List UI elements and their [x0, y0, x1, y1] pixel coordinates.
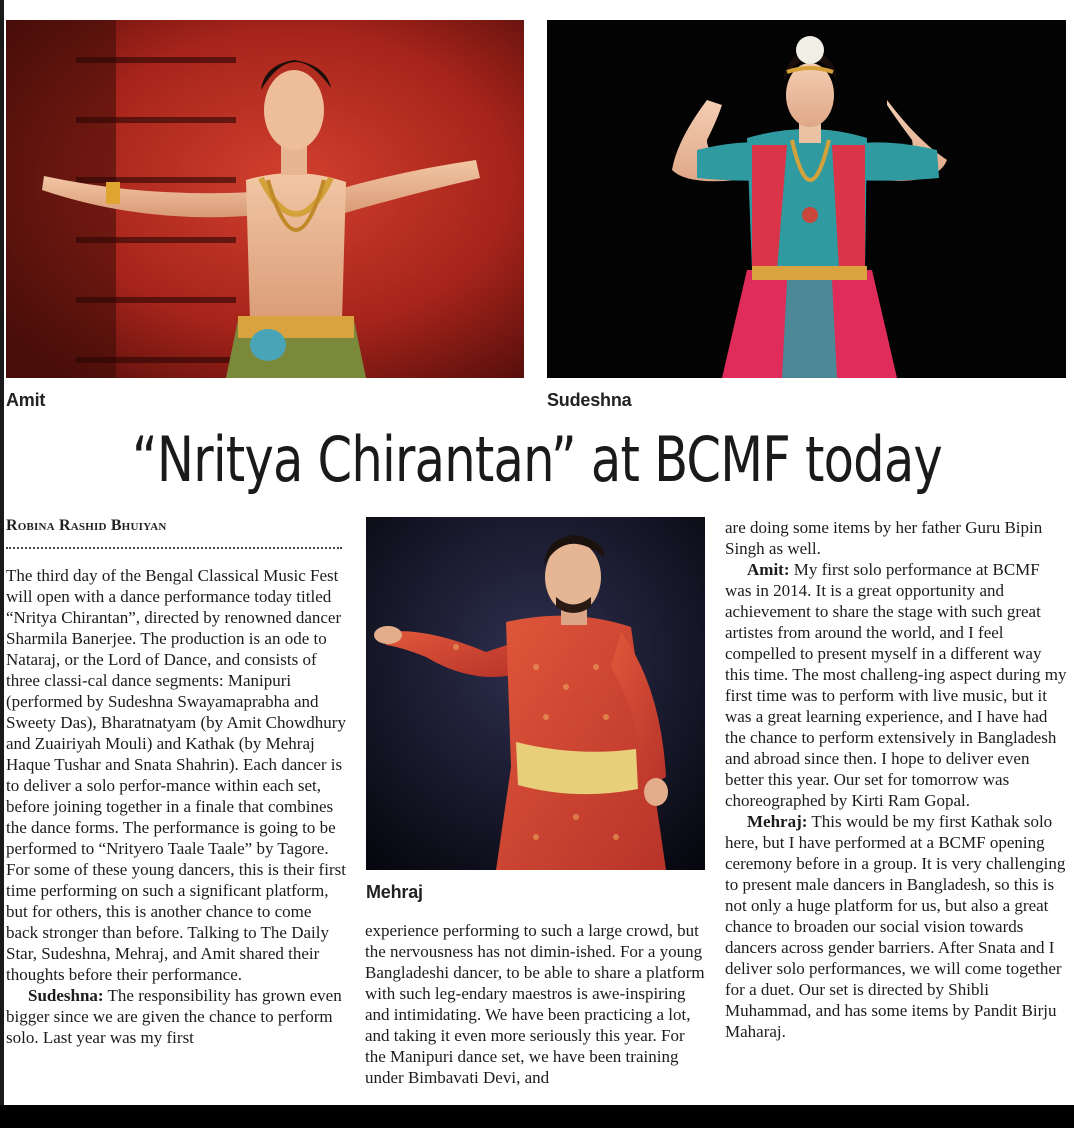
- photo-mehraj: [366, 517, 705, 870]
- paragraph-sudeshna-end: are doing some items by her father Guru Bipin Singh as well.: [725, 518, 1043, 558]
- paragraph-mehraj: [725, 811, 1067, 1042]
- speaker-sudeshna: Sudeshna:: [28, 986, 104, 1005]
- article-column-2: [365, 920, 705, 1088]
- paragraph-amit: [725, 559, 1067, 811]
- quote-mehraj: This would be my first Kathak solo here, but I have performed at a BCMF opening ceremony before in a group. It is very challenging to present male dancers in Bangladesh, so this is not only a huge platform for us, but also a great chance to broaden our social vision towards dancers across gender barriers. After Snata and I deliver solo performances, we will come together for a duet. Our set is directed by Shibli Muhammad, and has some items by Pandit Birju Maharaj.: [725, 812, 1066, 1041]
- caption-mehraj: Mehraj: [366, 882, 423, 902]
- quote-sudeshna: The responsibility has grown even bigger since we are given the chance to perform solo. Last year was my first: [6, 986, 342, 1047]
- photo-sudeshna: [547, 20, 1066, 378]
- article-column-3: [725, 517, 1067, 1042]
- bottom-bar: [0, 1105, 1074, 1128]
- paragraph-sudeshna: [6, 985, 346, 1048]
- speaker-amit: Amit:: [747, 560, 790, 579]
- paragraph-sudeshna-continued: experience performing to such a large crowd, but the nervousness has not dimin-ished. For a young Bangladeshi dancer, to be able to share a platform with such leg-endary maestros is awe-inspiring and intimidating. We have been practicing a lot, and taking it even more seriously this year. For the Manipuri dance set, we have been training under Bimbavati Devi, and: [365, 921, 705, 1087]
- speaker-mehraj: Mehraj:: [747, 812, 808, 831]
- quote-amit: My first solo performance at BCMF was in 2014. It is a great opportunity and achievement to share the stage with such great artistes from around the world, and I feel compelled to present myself in a different way this time. The most challeng-ing aspect during my first time was to perform with live music, but it was a great learning experience, and I have had the chance to perform extensively in Bangladesh and abroad since then. I hope to deliver even better this year. Our set for tomorrow was choreographed by Kirti Ram Gopal.: [725, 560, 1067, 810]
- byline: Robina Rashid Bhuiyan: [6, 517, 167, 534]
- photo-amit: [6, 20, 524, 378]
- caption-sudeshna: Sudeshna: [547, 390, 632, 410]
- page-edge-shadow: [0, 0, 4, 1105]
- byline-divider: [6, 547, 342, 549]
- headline: “Nritya Chirantan” at BCMF today: [132, 423, 942, 496]
- paragraph-intro: The third day of the Bengal Classical Music Fest will open with a dance performance today titled “Nritya Chirantan”, directed by renowned dancer Sharmila Banerjee. The production is an ode to Nataraj, or the Lord of Dance, and consists of three classi-cal dance segments: Manipuri (performed by Sudeshna Swayamaprabha and Sweety Das), Bharatnatyam (by Amit Chowdhury and Zuairiyah Mouli) and Kathak (by Mehraj Haque Tushar and Snata Shahrin). Each dancer is to deliver a solo perfor-mance within each set, before joining together in a finale that combines the dance forms. The performance is going to be performed to “Nrityero Taale Taale” by Tagore. For some of these young dancers, this is their first time performing on such a significant platform, but for others, this is another chance to come back stronger than before. Talking to The Daily Star, Sudeshna, Mehraj, and Amit shared their thoughts before their performance.: [6, 566, 346, 984]
- caption-amit: Amit: [6, 390, 46, 410]
- article-column-1: [6, 565, 346, 1048]
